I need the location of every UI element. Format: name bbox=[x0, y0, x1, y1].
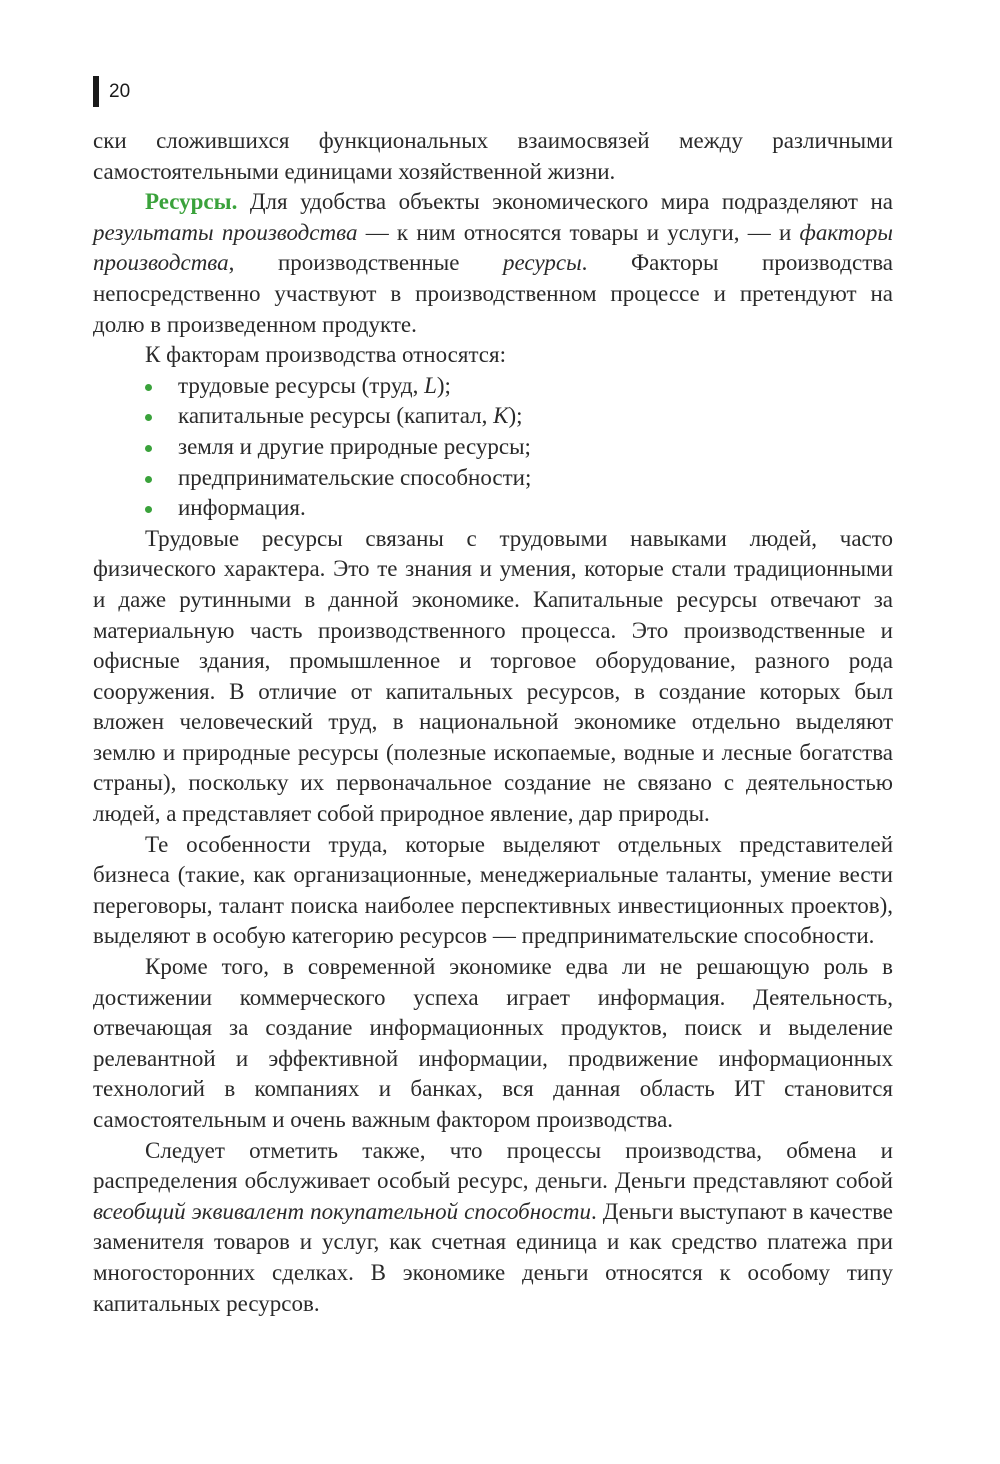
list-item-text: капитальные ресурсы (капитал, bbox=[178, 403, 494, 429]
emphasis-term: ресурсы bbox=[503, 250, 582, 276]
list-item bbox=[93, 432, 893, 463]
section-heading-resources: Ресурсы. bbox=[145, 189, 238, 215]
paragraph-continuation: ски сложившихся функциональных взаимосвязей между различными самостоятельными единицами хозяйственной жизни. bbox=[93, 128, 893, 184]
variable-symbol: K bbox=[493, 403, 509, 429]
page-number: 20 bbox=[109, 81, 131, 102]
list-item bbox=[93, 493, 893, 524]
bullet-icon bbox=[145, 506, 152, 513]
bullet-icon bbox=[145, 414, 152, 421]
list-item bbox=[93, 463, 893, 494]
bullet-icon bbox=[145, 476, 152, 483]
paragraph-entrepreneurship: Те особенности труда, которые выделяют отдельных представителей бизнеса (такие, как организационные, менеджериальные таланты, умение вести переговоры, талант поиска наиболее перспективных инвестиционных проектов), выделяют в особую категорию ресурсов — предпринимательские способности. bbox=[93, 831, 893, 949]
text-run: , производственные bbox=[228, 250, 503, 276]
text-run: . Факторы производства непосредственно участвуют в производственном процессе и претендуют на долю в произведенном продукте. bbox=[93, 250, 894, 337]
emphasis-term: результаты производства bbox=[93, 219, 358, 245]
bullet-icon bbox=[145, 384, 152, 391]
text-body bbox=[93, 126, 893, 1319]
list-item-text: трудовые ресурсы (труд, bbox=[178, 372, 425, 398]
variable-symbol: L bbox=[424, 372, 437, 398]
paragraph-resources bbox=[93, 187, 893, 340]
paragraph-money bbox=[93, 1136, 893, 1320]
factors-list bbox=[93, 371, 893, 524]
emphasis-term: факторы производства bbox=[93, 219, 893, 276]
header-marker-bar bbox=[93, 76, 99, 107]
list-item bbox=[93, 371, 893, 402]
list-item bbox=[93, 401, 893, 432]
text-run: . Деньги выступают в качестве заменителя товаров и услуг, как счетная единица и как средство платежа при многосторонних сделках. В экономике деньги относятся к особому типу капитальных ресурсов. bbox=[93, 1198, 893, 1316]
list-item-text: информация. bbox=[178, 495, 306, 521]
emphasis-term: всеобщий эквивалент покупательной способности bbox=[93, 1198, 591, 1224]
paragraph-information: Кроме того, в современной экономике едва ли не решающую роль в достижении коммерческого успеха играет информация. Деятельность, отвечающая за создание информационных продуктов, поиск и выделение релевантной и эффективной информации, продвижение информационных технологий в компаниях и банках, вся данная область ИТ становится самостоятельным и очень важным фактором производства. bbox=[93, 954, 893, 1132]
bullet-icon bbox=[145, 445, 152, 452]
list-item-text: ); bbox=[436, 372, 451, 398]
list-intro: К факторам производства относятся: bbox=[145, 342, 506, 368]
list-item-text: земля и другие природные ресурсы; bbox=[178, 433, 531, 459]
paragraph-labor-capital: Трудовые ресурсы связаны с трудовыми навыками людей, часто физического характера. Это те знания и умения, которые стали традиционными и даже рутинными в данной экономике. Капитальные ресурсы отвечают за материальную часть производственного процесса. Это производственные и офисные здания, промышленное и торговое оборудование, разного рода сооружения. В отличие от капитальных ресурсов, в создание которых был вложен человеческий труд, в национальной экономике отдельно выделяют землю и природные ресурсы (полезные ископаемые, водные и лесные богатства страны), поскольку их первоначальное создание не связано с деятельностью людей, а представляет собой природное явление, дар природы. bbox=[93, 525, 893, 827]
text-run: — к ним относятся товары и услуги, — и bbox=[357, 219, 800, 245]
list-item-text: ); bbox=[508, 403, 523, 429]
text-run: Следует отметить также, что процессы производства, обмена и распределения обслуживает особый ресурс, деньги. Деньги представляют собой bbox=[93, 1137, 893, 1194]
list-item-text: предпринимательские способности; bbox=[178, 464, 532, 490]
text-run: Для удобства объекты экономического мира подразделяют на bbox=[237, 189, 893, 215]
page-header bbox=[93, 76, 130, 107]
